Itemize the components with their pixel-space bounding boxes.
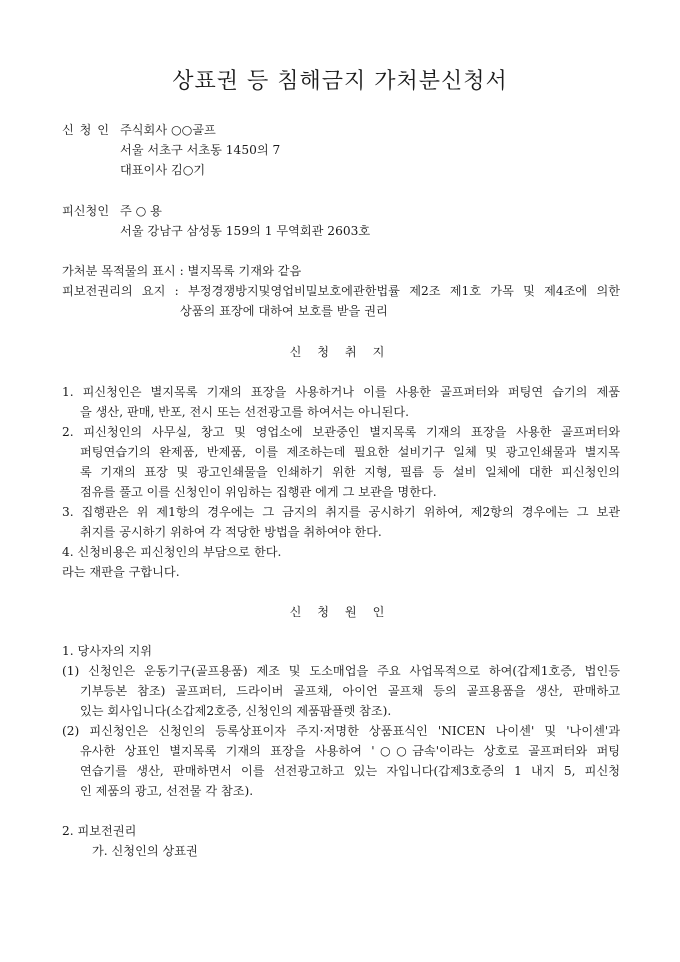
reason-line: 가. 신청인의 상표권 <box>92 844 198 858</box>
section-heading-reason: 신 청 원 인 <box>289 605 391 619</box>
purpose-line: 퍼팅연습기의 완제품, 반제품, 이를 제조하는데 필요한 설비기구 일체 및 광고인쇄물과 별지목 <box>80 445 620 459</box>
reason-line: 유사한 상표인 별지목록 기재의 표장을 사용하여 '○○금속'이라는 상호로 골프퍼터와 퍼팅 <box>80 744 620 758</box>
object-of-injunction: 가처분 목적물의 표시 : 별지목록 기재와 같음 <box>62 264 302 278</box>
respondent-address: 서울 강남구 삼성동 159의 1 무역회관 2603호 <box>120 224 371 238</box>
reason-line: (1) 신청인은 운동기구(골프용품) 제조 및 도소매업을 주요 사업목적으로 하여(갑제1호증, 법인등 <box>62 664 620 678</box>
purpose-line: 2. 피신청인의 사무실, 창고 및 영업소에 보관중인 별지목록 기재의 표장을 사용한 골프퍼터와 <box>62 425 620 439</box>
applicant-label: 신 청 인 <box>62 123 111 137</box>
section-heading-purpose: 신 청 취 지 <box>289 345 391 359</box>
applicant-address: 서울 서초구 서초동 1450의 7 <box>120 143 281 157</box>
purpose-line: 라는 재판을 구합니다. <box>62 565 180 579</box>
reason-line: 인 제품의 광고, 선전물 각 참조). <box>80 784 254 798</box>
purpose-line: 을 생산, 판매, 반포, 전시 또는 선전광고를 하여서는 아니된다. <box>80 405 410 419</box>
purpose-line: 취지를 공시하기 위하여 각 적당한 방법을 취하여야 한다. <box>80 525 382 539</box>
reason-line: 있는 회사입니다(소갑제2호증, 신청인의 제품팜플렛 참조). <box>80 704 392 718</box>
reason-line: 연습기를 생산, 판매하면서 이를 선전광고하고 있는 자입니다(갑제3호증의 1 내지 5, 피신청 <box>80 764 620 778</box>
reason-line: 1. 당사자의 지위 <box>62 644 153 658</box>
reason-line: (2) 피신청인은 신청인의 등록상표이자 주지·저명한 상품표식인 'NICEN 나이센' 및 '나이센'과 <box>62 724 620 738</box>
right-summary-line: 상품의 표장에 대하여 보호를 받을 권리 <box>180 304 388 318</box>
purpose-line: 3. 집행관은 위 제1항의 경우에는 그 금지의 취지를 공시하기 위하여, 제2항의 경우에는 그 보관 <box>62 505 620 519</box>
purpose-line: 점유를 풀고 이를 신청인이 위임하는 집행관 에게 그 보관을 명한다. <box>80 485 437 499</box>
respondent-label: 피신청인 <box>62 204 110 218</box>
purpose-line: 록 기재의 표장 및 광고인쇄물을 인쇄하기 위한 지형, 필름 등 설비 일체에 대한 피신청인의 <box>80 465 620 479</box>
document-title: 상표권 등 침해금지 가처분신청서 <box>172 69 508 94</box>
applicant-name: 주식회사 ○○골프 <box>120 123 216 137</box>
purpose-line: 4. 신청비용은 피신청인의 부담으로 한다. <box>62 545 282 559</box>
applicant-representative: 대표이사 김○기 <box>120 163 206 177</box>
purpose-line: 1. 피신청인은 별지목록 기재의 표장을 사용하거나 이를 사용한 골프퍼터와 퍼팅연 습기의 제품 <box>62 385 620 399</box>
reason-line: 기부등본 참조) 골프퍼터, 드라이버 골프채, 아이언 골프채 등의 골프용품을 생산, 판매하고 <box>80 684 620 698</box>
right-summary-line: 피보전권리의 요지 : 부정경쟁방지및영업비밀보호에관한법률 제2조 제1호 가목 및 제4조에 의한 <box>62 284 620 298</box>
respondent-name: 주 ○ 용 <box>120 204 162 218</box>
reason-line: 2. 피보전권리 <box>62 824 137 838</box>
